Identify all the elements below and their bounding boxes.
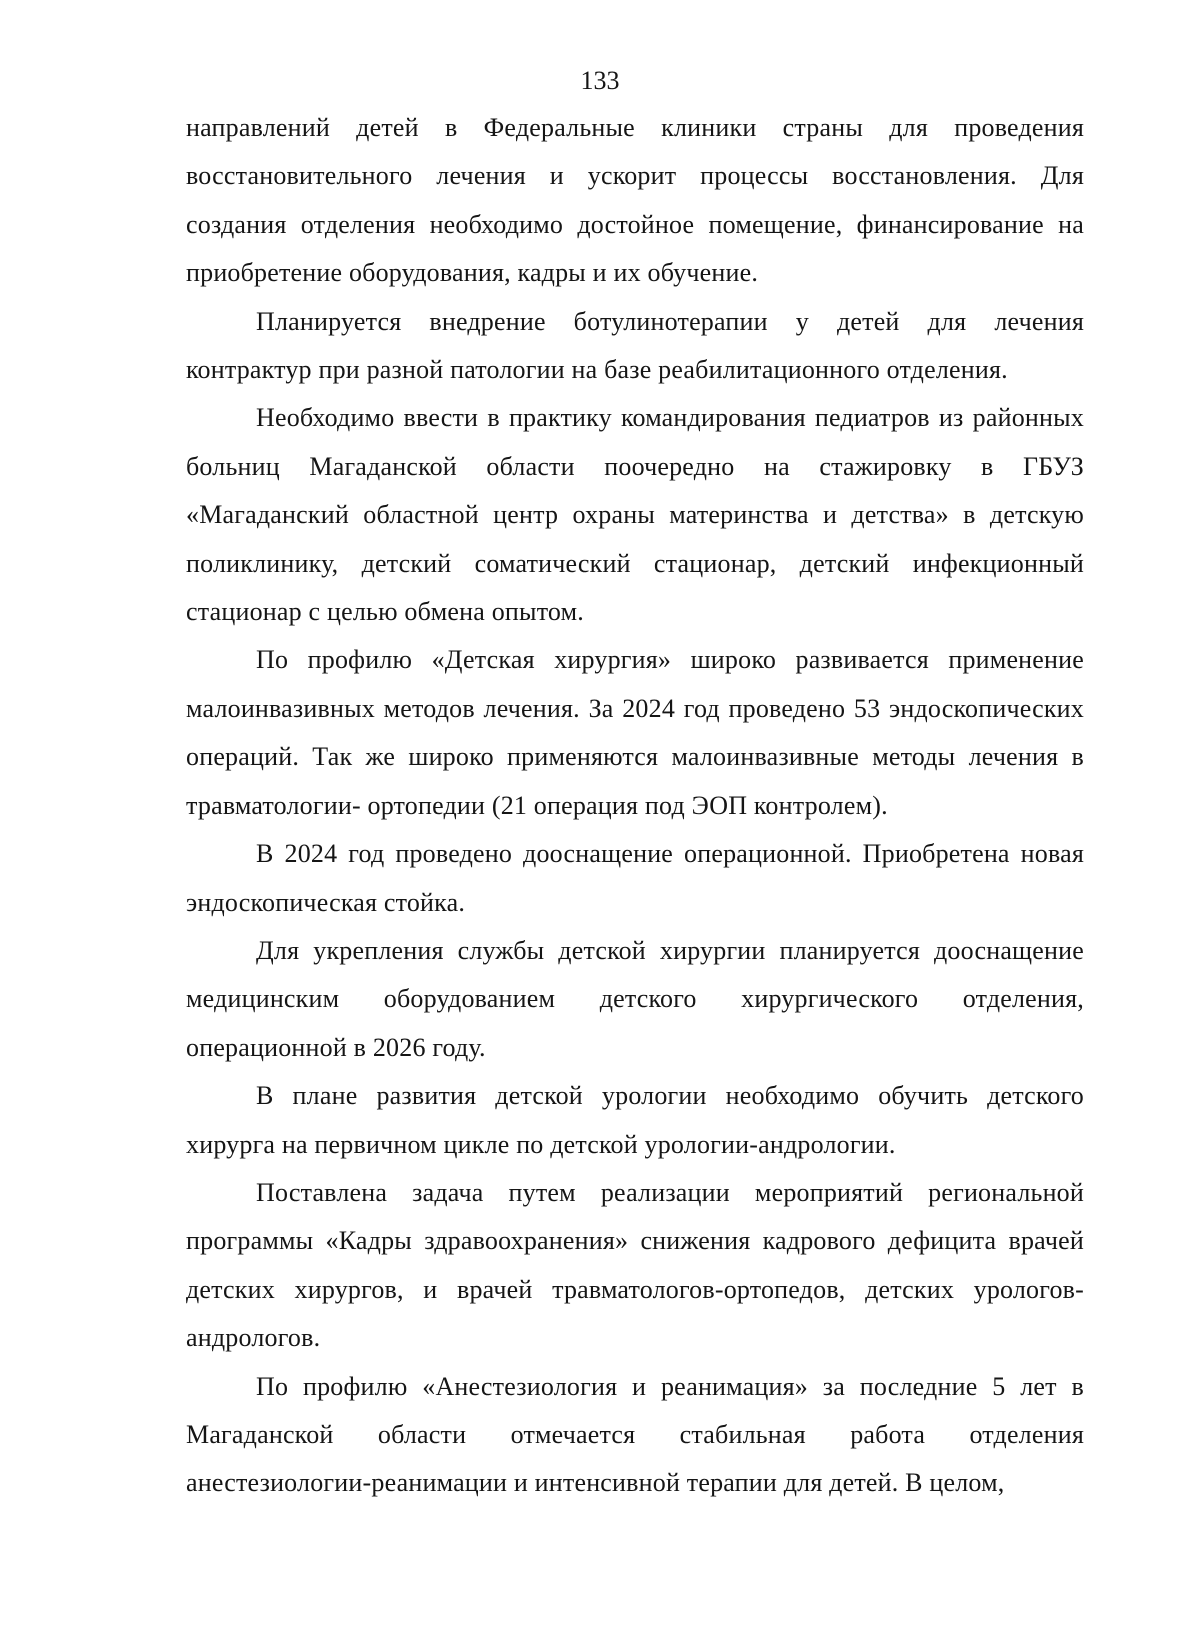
paragraph-anesthesiology: По профилю «Анестезиология и реанимация» за последние 5 лет в Магаданской области отмечается стабильная работа отделения анестезиологии-реанимации и интенсивной терапии для детей. В целом, [186,1371,1084,1498]
paragraph-botulinum-therapy: Планируется внедрение ботулинотерапии у детей для лечения контрактур при разной патологии на базе реабилитационного отделения. [186,306,1084,385]
paragraph-surgery-service-plan: Для укрепления службы детской хирургии планируется дооснащение медицинским оборудованием детского хирургического отделения, операционной в 2026 году. [186,935,1084,1062]
paragraph-urology-training: В плане развития детской урологии необходимо обучить детского хирурга на первичном цикле по детской урологии-андрологии. [186,1081,1084,1159]
document-body [186,104,1084,1508]
paragraph-continuation: направлений детей в Федеральные клиники страны для проведения восстановительного лечения и ускорит процессы восстановления. Для создания отделения необходимо достойное помещение, финансирование на приобретение оборудования, кадры и их обучение. [186,113,1084,288]
paragraph-operating-room-equipment: В 2024 год проведено дооснащение операционной. Приобретена новая эндоскопическая стойка. [186,839,1084,917]
page-number: 133 [580,66,620,95]
paragraph-staffing-program: Поставлена задача путем реализации мероприятий региональной программы «Кадры здравоохранения» снижения кадрового дефицита врачей детских хирургов, и врачей травматологов-ортопедов, детских урологов-андрологов. [186,1177,1084,1353]
paragraph-pediatric-surgery: По профилю «Детская хирургия» широко развивается применение малоинвазивных методов лечения. За 2024 год проведено 53 эндоскопических операций. Так же широко применяются малоинвазивные методы лечения в травматологии- ортопедии (21 операция под ЭОП контролем). [186,645,1084,820]
paragraph-pediatrician-internship: Необходимо ввести в практику командирования педиатров из районных больниц Магаданской области поочередно на стажировку в ГБУЗ «Магаданский областной центр охраны материнства и детства» в детскую поликлинику, детский соматический стационар, детский инфекционный стационар с целью обмена опытом. [186,403,1084,627]
